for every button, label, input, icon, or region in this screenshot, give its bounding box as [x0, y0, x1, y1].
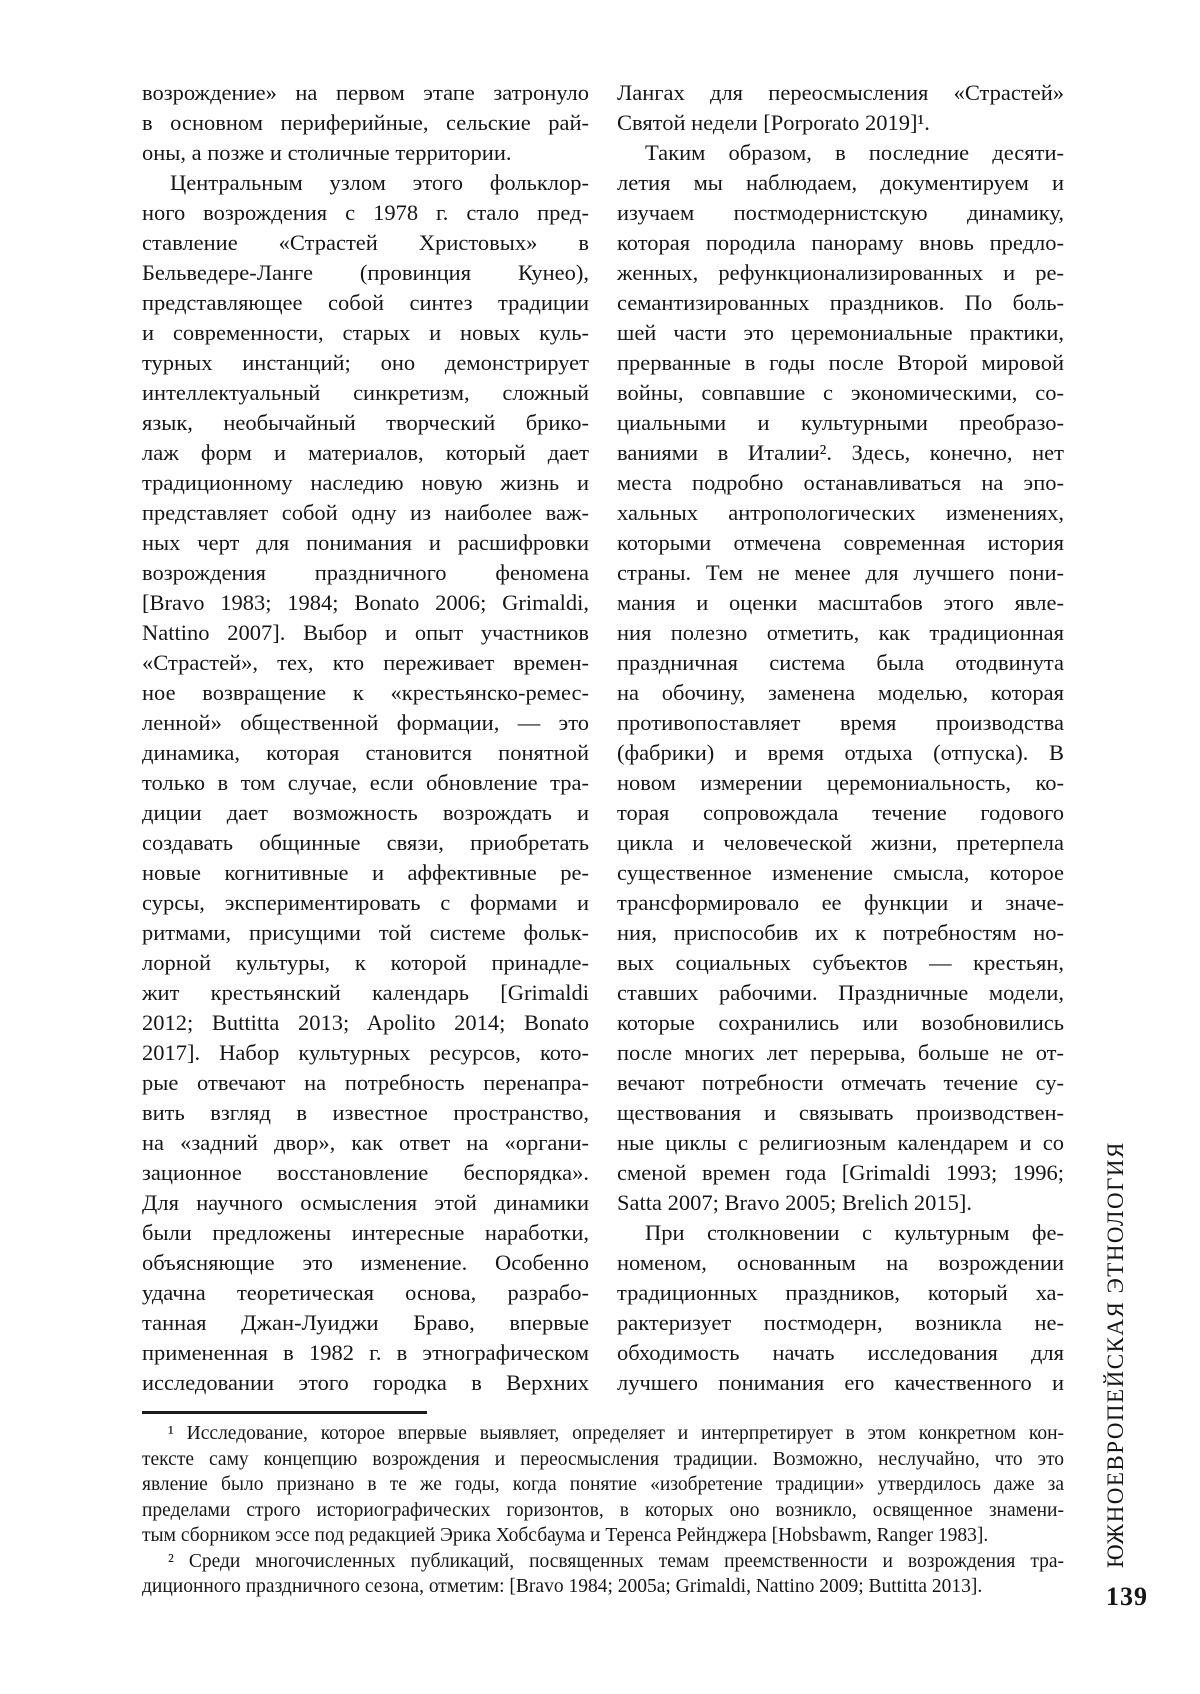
text-line: исследовании этого городка в Верхних	[142, 1370, 589, 1395]
text-line: которая породила панораму вновь предло-	[617, 230, 1064, 255]
text-line: примененная в 1982 г. в этнографическом	[142, 1340, 589, 1365]
text-line: ных черт для понимания и расшифровки	[142, 530, 589, 555]
footnote-separator-rule	[142, 1411, 427, 1414]
text-line: [Bravo 1983; 1984; Bonato 2006; Grimaldi,	[142, 590, 589, 615]
text-line: трансформировало ее функции и значе-	[617, 890, 1064, 915]
text-line: которые сохранились или возобновились	[617, 1010, 1064, 1035]
text-line: Для научного осмысления этой динамики	[142, 1190, 589, 1215]
text-line: лорной культуры, к которой принадле-	[142, 950, 589, 975]
text-line: женных, рефункционализированных и ре-	[617, 260, 1064, 285]
text-line: интеллектуальный синкретизм, сложный	[142, 380, 589, 405]
text-line: страны. Тем не менее для лучшего пони-	[617, 560, 1064, 585]
text-line: Таким образом, в последние десяти-	[645, 140, 1064, 165]
text-line: ленной» общественной формации, — это	[142, 710, 589, 735]
text-line: изучаем постмодернистскую динамику,	[617, 200, 1064, 225]
text-line: и современности, старых и новых куль-	[142, 320, 589, 345]
text-line: сменой времен года [Grimaldi 1993; 1996;	[617, 1160, 1064, 1185]
text-line: вить взгляд в известное пространство,	[142, 1100, 589, 1125]
text-line: рактеризует постмодерн, возникла не-	[617, 1310, 1064, 1335]
text-line: вечают потребности отмечать течение су-	[617, 1070, 1064, 1095]
text-line: номеном, основанным на возрождении	[617, 1250, 1064, 1275]
text-line: Центральным узлом этого фольклор-	[170, 170, 589, 195]
text-line: циальными и культурными преобразо-	[617, 410, 1064, 435]
text-line: диции дает возможность возрождать и	[142, 800, 589, 825]
text-line: только в том случае, если обновление тра-	[142, 770, 589, 795]
text-line: жит крестьянский календарь [Grimaldi	[142, 980, 589, 1005]
text-line: ния полезно отметить, как традиционная	[617, 620, 1064, 645]
text-line: оны, а позже и столичные территории.	[142, 140, 512, 165]
text-line: возрождения праздничного феномена	[142, 560, 589, 585]
text-line: мания и оценки масштабов этого явле-	[617, 590, 1064, 615]
text-line: шей части это церемониальные практики,	[617, 320, 1064, 345]
text-line: сурсы, экспериментировать с формами и	[142, 890, 589, 915]
text-line: летия мы наблюдаем, документируем и	[617, 170, 1064, 195]
text-line: ² Среди многочисленных публикаций, посвященных темам преемственности и возрождения тра-	[168, 1550, 1064, 1572]
text-line: традиционных праздников, который ха-	[617, 1280, 1064, 1305]
section-title-vertical: ЮЖНОЕВРОПЕЙСКАЯ ЭТНОЛОГИЯ	[1103, 1141, 1128, 1568]
text-line: ¹ Исследование, которое впервые выявляет, определяет и интерпретирует в этом конкретном кон-	[168, 1423, 1064, 1444]
text-line: торая сопровождала течение годового	[617, 800, 1064, 825]
text-line: Nattino 2007]. Выбор и опыт участников	[142, 620, 589, 645]
text-line: обходимость начать исследования для	[617, 1340, 1064, 1365]
text-line: Satta 2007; Bravo 2005; Brelich 2015].	[617, 1190, 972, 1215]
text-line: (фабрики) и время отдыха (отпуска). В	[617, 740, 1064, 765]
text-line: танная Джан-Луиджи Браво, впервые	[142, 1310, 589, 1335]
text-line: динамика, которая становится понятной	[142, 740, 589, 765]
text-line: цикла и человеческой жизни, претерпела	[617, 830, 1064, 855]
footnotes-block	[142, 1421, 1064, 1600]
text-line: язык, необычайный творческий брико-	[142, 410, 589, 435]
text-line: Бельведере-Ланге (провинция Кунео),	[142, 260, 589, 285]
text-line: места подробно останавливаться на эпо-	[617, 470, 1064, 495]
text-line: удачна теоретическая основа, разрабо-	[142, 1280, 589, 1305]
text-line: на «задний двор», как ответ на «органи-	[142, 1130, 589, 1155]
text-line: были предложены интересные наработки,	[142, 1220, 589, 1245]
left-column	[142, 78, 589, 1398]
text-line: создавать общинные связи, приобретать	[142, 830, 589, 855]
text-line: на обочину, заменена моделью, которая	[617, 680, 1064, 705]
text-line: вых социальных субъектов — крестьян,	[617, 950, 1064, 975]
text-line: явление было признано в те же годы, когда понятие «изобретение традиции» утвердилось даже за	[142, 1474, 1064, 1495]
text-line: традиционному наследию новую жизнь и	[142, 470, 589, 495]
text-line: существенное изменение смысла, которое	[617, 860, 1064, 885]
page-number: 139	[1106, 1582, 1148, 1611]
text-line: ваниями в Италии². Здесь, конечно, нет	[617, 440, 1064, 465]
text-line: зационное восстановление беспорядка».	[142, 1160, 589, 1185]
text-line: новые когнитивные и аффективные ре-	[142, 860, 589, 885]
text-line: ния, приспособив их к потребностям но-	[617, 920, 1064, 945]
text-line: ного возрождения с 1978 г. стало пред-	[142, 200, 589, 225]
text-line: ставление «Страстей Христовых» в	[142, 230, 589, 255]
text-line: представляющее собой синтез традиции	[142, 290, 589, 315]
right-column	[617, 78, 1064, 1398]
text-line: Лангах для переосмысления «Страстей»	[617, 80, 1064, 105]
text-line: семантизированных праздников. По боль-	[617, 290, 1064, 315]
text-line: «Страстей», тех, кто переживает времен-	[142, 650, 589, 675]
text-line: праздничная система была отодвинута	[617, 650, 1064, 675]
text-line: пределами строго историографических горизонтов, в которых оно возникло, освященное знамени-	[142, 1499, 1064, 1521]
text-line: в основном периферийные, сельские рай-	[142, 110, 589, 135]
text-line: противопоставляет время производства	[617, 710, 1064, 735]
text-line: лучшего понимания его качественного и	[617, 1370, 1064, 1395]
text-line: ные циклы с религиозным календарем и со	[617, 1130, 1064, 1155]
text-line: тым сборником эссе под редакцией Эрика Хобсбаума и Теренса Рейнджера [Hobsbawm, Ranger 1983].	[142, 1525, 989, 1546]
text-line: объясняющие это изменение. Особенно	[142, 1250, 589, 1275]
text-line: которыми отмечена современная история	[617, 530, 1064, 555]
text-line: войны, совпавшие с экономическими, со-	[617, 380, 1064, 405]
text-line: прерванные в годы после Второй мировой	[617, 350, 1064, 375]
text-line: 2017]. Набор культурных ресурсов, кото-	[142, 1040, 589, 1065]
text-line: лаж форм и материалов, который дает	[142, 440, 589, 465]
text-line: ное возвращение к «крестьянско-ремес-	[142, 680, 589, 705]
text-line: возрождение» на первом этапе затронуло	[142, 80, 589, 105]
text-line: При столкновении с культурным фе-	[645, 1220, 1064, 1245]
text-line: турных инстанций; оно демонстрирует	[142, 350, 589, 375]
text-line: тексте саму концепцию возрождения и переосмысления традиции. Возможно, неслучайно, что это	[142, 1448, 1064, 1470]
main-text-block	[142, 78, 1064, 1398]
text-line: 2012; Buttitta 2013; Apolito 2014; Bonato	[142, 1010, 589, 1035]
text-line: ритмами, присущими той системе фольк-	[142, 920, 589, 945]
text-line: рые отвечают на потребность перенапра-	[142, 1070, 589, 1095]
text-line: новом измерении церемониальность, ко-	[617, 770, 1064, 795]
text-line: представляет собой одну из наиболее важ-	[142, 500, 589, 525]
text-line: ществования и связывать производствен-	[617, 1100, 1064, 1125]
text-line: диционного праздничного сезона, отметим: [Bravo 1984; 2005a; Grimaldi, Nattino 2009; Buttitta 2013].	[142, 1576, 983, 1597]
text-line: Святой недели [Porporato 2019]¹.	[617, 110, 930, 135]
text-line: хальных антропологических изменениях,	[617, 500, 1064, 525]
text-line: ставших рабочими. Праздничные модели,	[617, 980, 1064, 1005]
text-line: после многих лет перерыва, больше не от-	[617, 1040, 1064, 1065]
